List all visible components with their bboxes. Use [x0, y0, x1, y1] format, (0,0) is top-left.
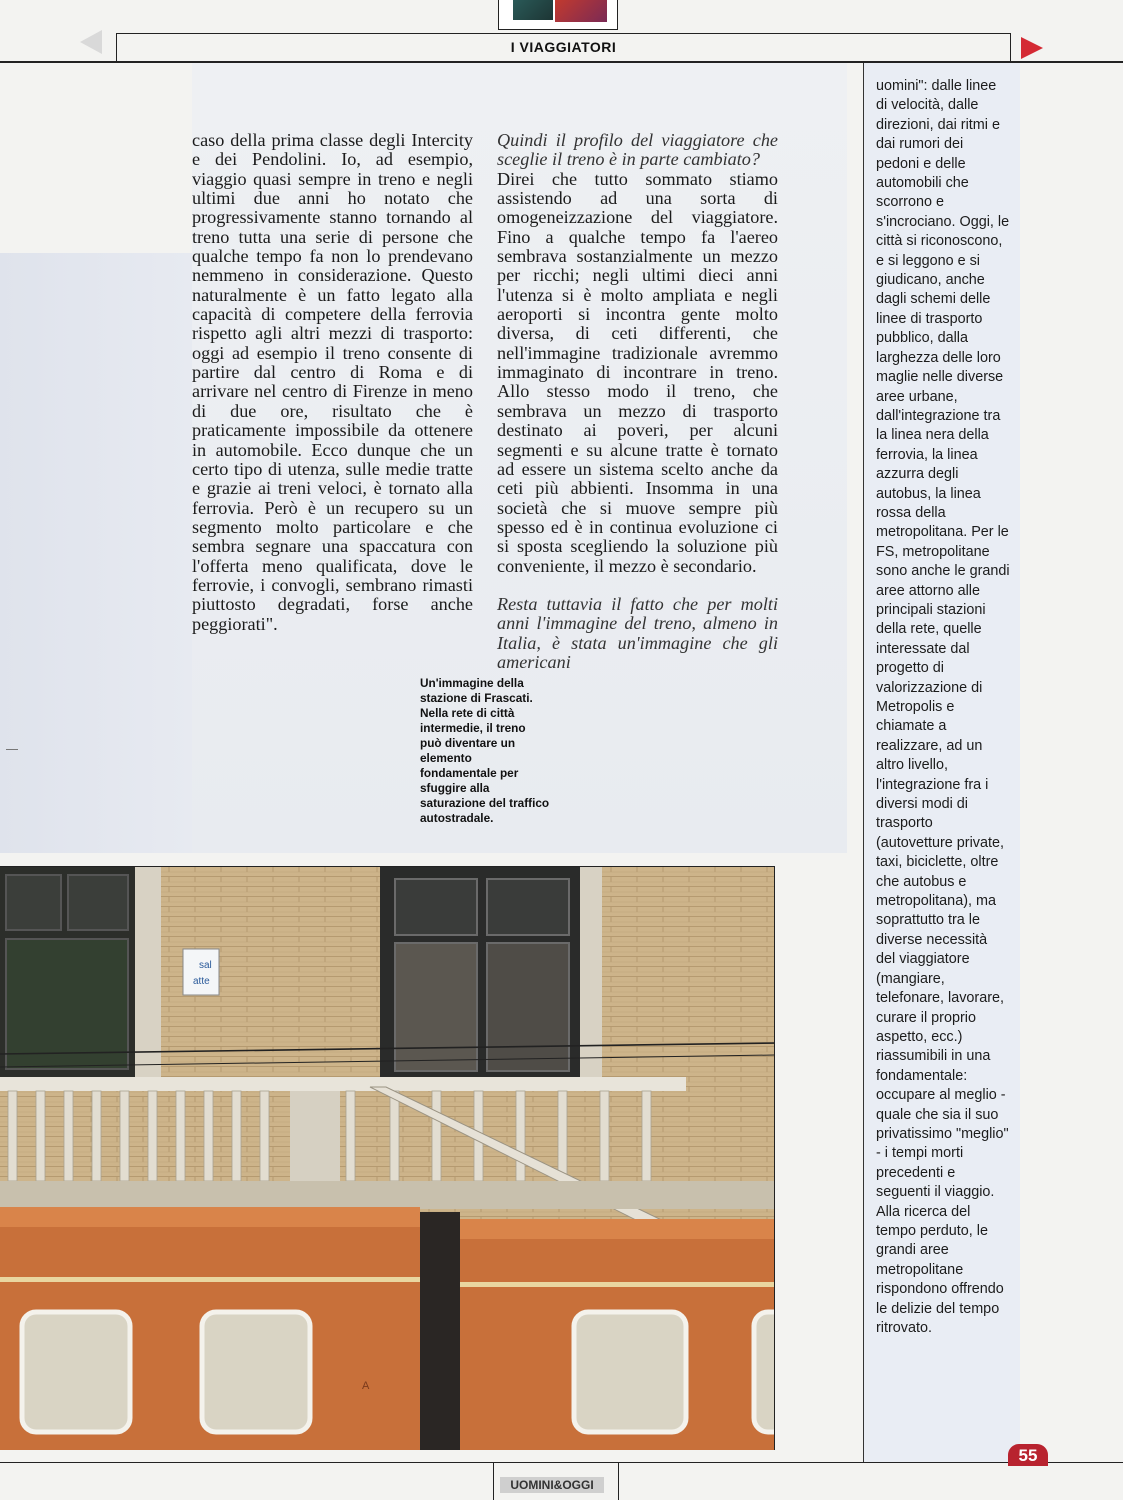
article-column-1	[192, 131, 473, 634]
balustrade-rail	[0, 1077, 686, 1091]
article-column-2	[497, 131, 778, 672]
carriage-mark: A	[362, 1380, 370, 1392]
previous-page-arrow-icon[interactable]	[80, 30, 102, 54]
stone-pillar-left	[135, 867, 161, 1087]
interview-question-1: Quindi il profilo del viaggiatore che sceglie il treno è in parte cambiato?	[497, 130, 778, 170]
page-number: 55	[1018, 1446, 1038, 1465]
header-thumbnail	[498, 0, 618, 30]
sidebar-divider	[863, 63, 864, 1463]
sidebar-text: uomini": dalle linee di velocità, dalle direzioni, dai ritmi e dai rumori dei pedoni e delle automobili che scorrono e s'incrociano. Oggi, le città si riconoscono, e si leggono e si giudicano, anche dagli schemi delle linee di trasporto pubblico, dalla larghezza delle loro maglie nelle diverse aree urbane, dall'integrazione tra la linea nera della ferrovia, la linea azzurra degli autobus, la linea rossa della metropolitana. Per le FS, metropolitane sono anche le grandi aree attorno alle principali stazioni della rete, quelle interessate dal progetto di valorizzazione di Metropolis e chiamate a realizzare, ad un altro livello, l'integrazione fra i diversi modi di trasporto (autovetture private, taxi, biciclette, oltre che autobus e metropolitana), ma soprattutto tra le diverse necessità del viaggiatore (mangiare, telefonare, lavorare, curare il proprio aspetto, ecc.) riassumibili in una fondamentale: occupare al meglio - quale che sia il suo privatissimo "meglio" - i tempi morti precedenti e seguenti il viaggio. Alla ricerca del tempo perduto, le grandi aree metropolitane rispondono offrendo le delizie del tempo ritrovato.	[876, 78, 1010, 1336]
interview-question-2: Resta tuttavia il fatto che per molti anni l'immagine del treno, almeno in Italia, è stata un'immagine che gli americani	[497, 593, 778, 672]
station-photo	[0, 866, 775, 1450]
sign-line-2: atte	[193, 976, 210, 987]
waiting-room-sign	[183, 949, 219, 995]
interview-answer-1: Direi che tutto sommato stiamo assistendo ad una sorta di omogeneizzazione del viaggiatore. Fino a qualche tempo fa l'aereo sembrava sostanzialmente un mezzo per ricchi; negli ultimi dieci anni l'utenza si è molto ampliata e negli aeroporti si incontra gente molto diversa, di ceti differenti, che nell'immagine tradizionale avremmo immaginato di incontrare in treno. Allo stesso modo il treno, che sembrava un mezzo di trasporto destinato ai poveri, per alcuni segmenti e su alcune tratte è tornato ad essere un sistema scelto anche da ceti più abbienti. Insomma in una società che si muove sempre più spesso ed è in continua evoluzione ci si sposta scegliendo la soluzione più conveniente, il mezzo è secondario.	[497, 168, 778, 576]
thumbnail-image-left	[513, 0, 553, 20]
margin-mark	[6, 749, 18, 750]
thumbnail-image-right	[555, 0, 607, 22]
platform-ledge	[0, 1181, 775, 1209]
magazine-brand: UOMINI&OGGI	[500, 1477, 604, 1493]
background-panel-left	[0, 253, 192, 853]
section-title: I VIAGGIATORI	[510, 39, 617, 55]
column-1-paragraph: caso della prima classe degli Intercity e dei Pendolini. Io, ad esempio, viaggio quasi sempre in treno e negli ultimi due anni ho notato che progressivamente stanno tornando al treno tutta una serie di persone che qualche tempo fa non lo prendevano nemmeno in considerazione. Questo naturalmente è un fatto legato alla capacità di competere della ferrovia rispetto agli altri mezzi di trasporto: oggi ad esempio il treno consente di partire dal centro di Roma e di arrivare nel centro di Firenze in meno di due ore, risultato che è praticamente impossibile da ottenere in automobile. Ecco dunque che un certo tipo di utenza, sulle medie tratte e grazie ai treni veloci, è tornato alla ferrovia. Però è un recupero su un segmento molto particolare e che sembra segnare una spaccatura con l'offerta meno qualificata, dove le ferrovie, i convogli, sembrano rimasti piuttosto degradati, forse anche peggiorati".	[192, 130, 473, 634]
carriage-gap	[420, 1212, 460, 1450]
next-page-arrow-icon[interactable]	[1021, 37, 1043, 59]
stone-pillar-right	[580, 867, 602, 1087]
sign-line-1: sal	[199, 960, 212, 971]
photo-caption: Un'immagine della stazione di Frascati. Nella rete di città intermedie, il treno può diventare un elemento fondamentale per sfuggire alla saturazione del traffico autostradale.	[420, 676, 550, 825]
